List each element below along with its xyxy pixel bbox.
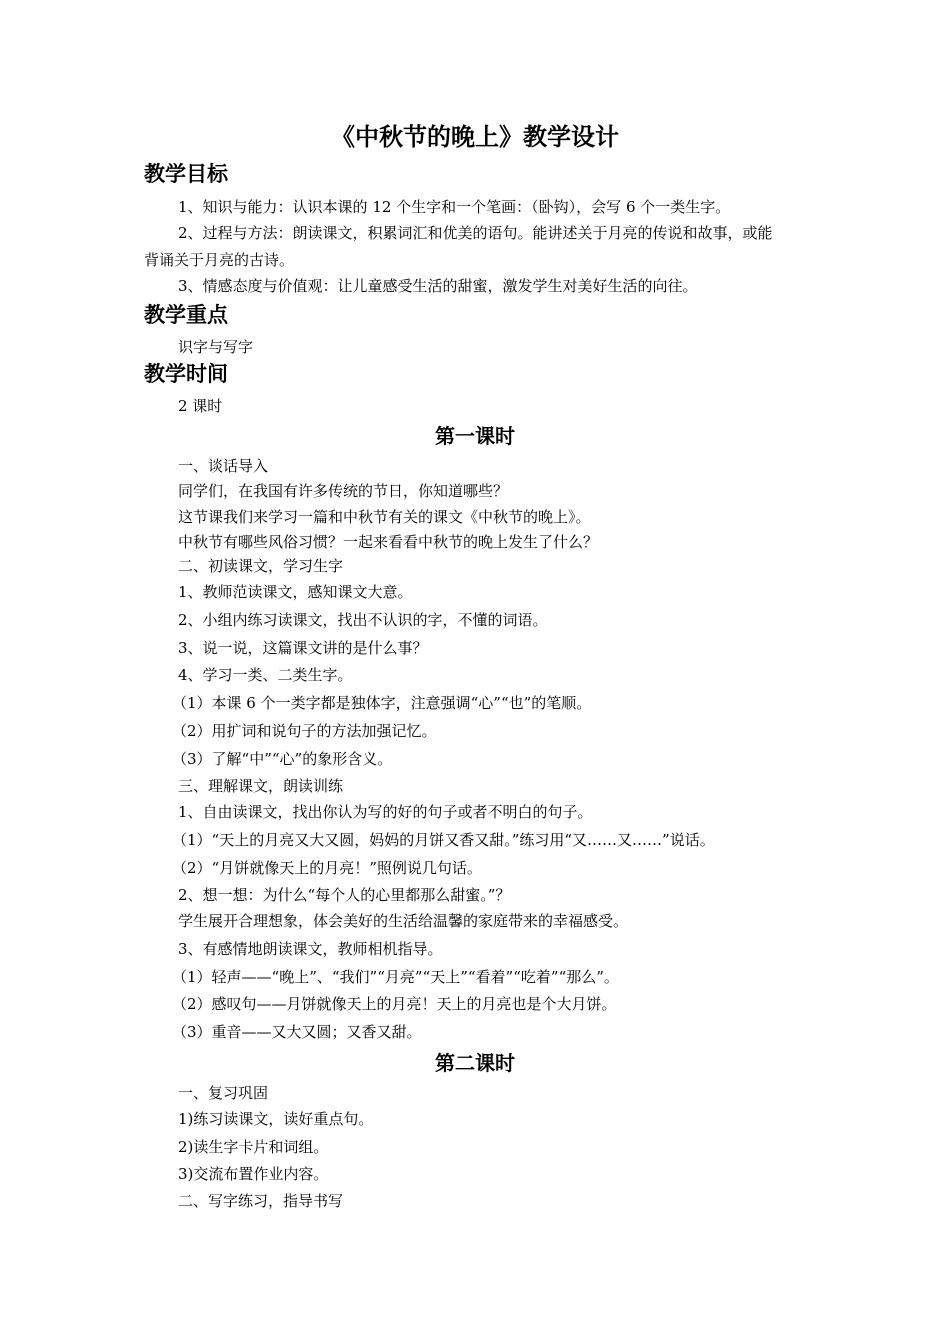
section-heading-key-points: 教学重点 [144, 302, 228, 327]
lesson-1-line: 中秋节有哪些风俗习惯？一起来看看中秋节的晚上发生了什么？ [178, 533, 599, 551]
document-title: 《中秋节的晚上》教学设计 [331, 122, 619, 151]
lesson-1-line: （1）“天上的月亮又大又圆，妈妈的月饼又香又甜。”练习用“又……又……”说话。 [172, 831, 715, 849]
lesson-2-heading: 第二课时 [435, 1051, 515, 1075]
lesson-1-line: 3、说一说，这篇课文讲的是什么事？ [178, 639, 428, 657]
section-heading-time: 教学时间 [144, 361, 228, 386]
goal-item-2-line-2: 背诵关于月亮的古诗。 [144, 251, 295, 269]
lesson-1-line: 这节课我们来学习一篇和中秋节有关的课文《中秋节的晚上》。 [178, 508, 591, 526]
lesson-1-line: 三、理解课文，朗读训练 [178, 777, 344, 795]
lesson-1-line: （1）轻声——“晚上”、“我们”“月亮”“天上”“看着”“吃着”“那么”。 [172, 968, 619, 986]
lesson-1-line: （3）了解“中”“心”的象形含义。 [172, 750, 393, 768]
lesson-1-line: 1、教师范读课文，感知课文大意。 [178, 583, 413, 601]
lesson-1-line: 4、学习一类、二类生字。 [178, 666, 353, 684]
lesson-1-line: 2、想一想：为什么“每个人的心里都那么甜蜜。”？ [178, 886, 511, 904]
goal-item-3: 3、情感态度与价值观：让儿童感受生活的甜蜜，激发学生对美好生活的向往。 [178, 277, 698, 295]
lesson-2-line: 二、写字练习，指导书写 [178, 1192, 344, 1210]
goal-item-2-line-1: 2、过程与方法：朗读课文，积累词汇和优美的语句。能讲述关于月亮的传说和故事，或能 [178, 224, 773, 242]
lesson-1-line: （1）本课 6 个一类字都是独体字，注意强调“心”“也”的笔顺。 [172, 694, 592, 712]
lesson-1-line: （3）重音——又大又圆；又香又甜。 [172, 1023, 422, 1041]
lesson-1-line: （2）“月饼就像天上的月亮！”照例说几句话。 [172, 859, 482, 877]
lesson-2-line: 1)练习读课文，读好重点句。 [178, 1110, 374, 1128]
key-points-text: 识字与写字 [178, 338, 254, 356]
lesson-2-line: 一、复习巩固 [178, 1084, 269, 1102]
time-text: 2 课时 [178, 397, 223, 415]
lesson-1-line: 同学们，在我国有许多传统的节日，你知道哪些？ [178, 482, 509, 500]
lesson-1-line: 1、自由读课文，找出你认为写的好的句子或者不明白的句子。 [178, 803, 593, 821]
lesson-1-line: 2、小组内练习读课文，找出不认识的字，不懂的词语。 [178, 611, 548, 629]
lesson-1-heading: 第一课时 [435, 424, 515, 448]
lesson-2-line: 3)交流布置作业内容。 [178, 1165, 329, 1183]
lesson-1-line: （2）感叹句——月饼就像天上的月亮！天上的月亮也是个大月饼。 [172, 995, 617, 1013]
section-heading-goals: 教学目标 [144, 161, 228, 186]
lesson-1-line: 学生展开合理想象，体会美好的生活给温馨的家庭带来的幸福感受。 [178, 912, 629, 930]
lesson-1-line: 一、谈话导入 [178, 457, 269, 475]
goal-item-1: 1、知识与能力：认识本课的 12 个生字和一个笔画：（卧钩），会写 6 个一类生字。 [178, 198, 731, 216]
lesson-2-line: 2)读生字卡片和词组。 [178, 1138, 329, 1156]
lesson-1-line: 3、有感情地朗读课文，教师相机指导。 [178, 940, 443, 958]
lesson-1-line: （2）用扩词和说句子的方法加强记忆。 [172, 722, 437, 740]
lesson-1-line: 二、初读课文，学习生字 [178, 557, 344, 575]
